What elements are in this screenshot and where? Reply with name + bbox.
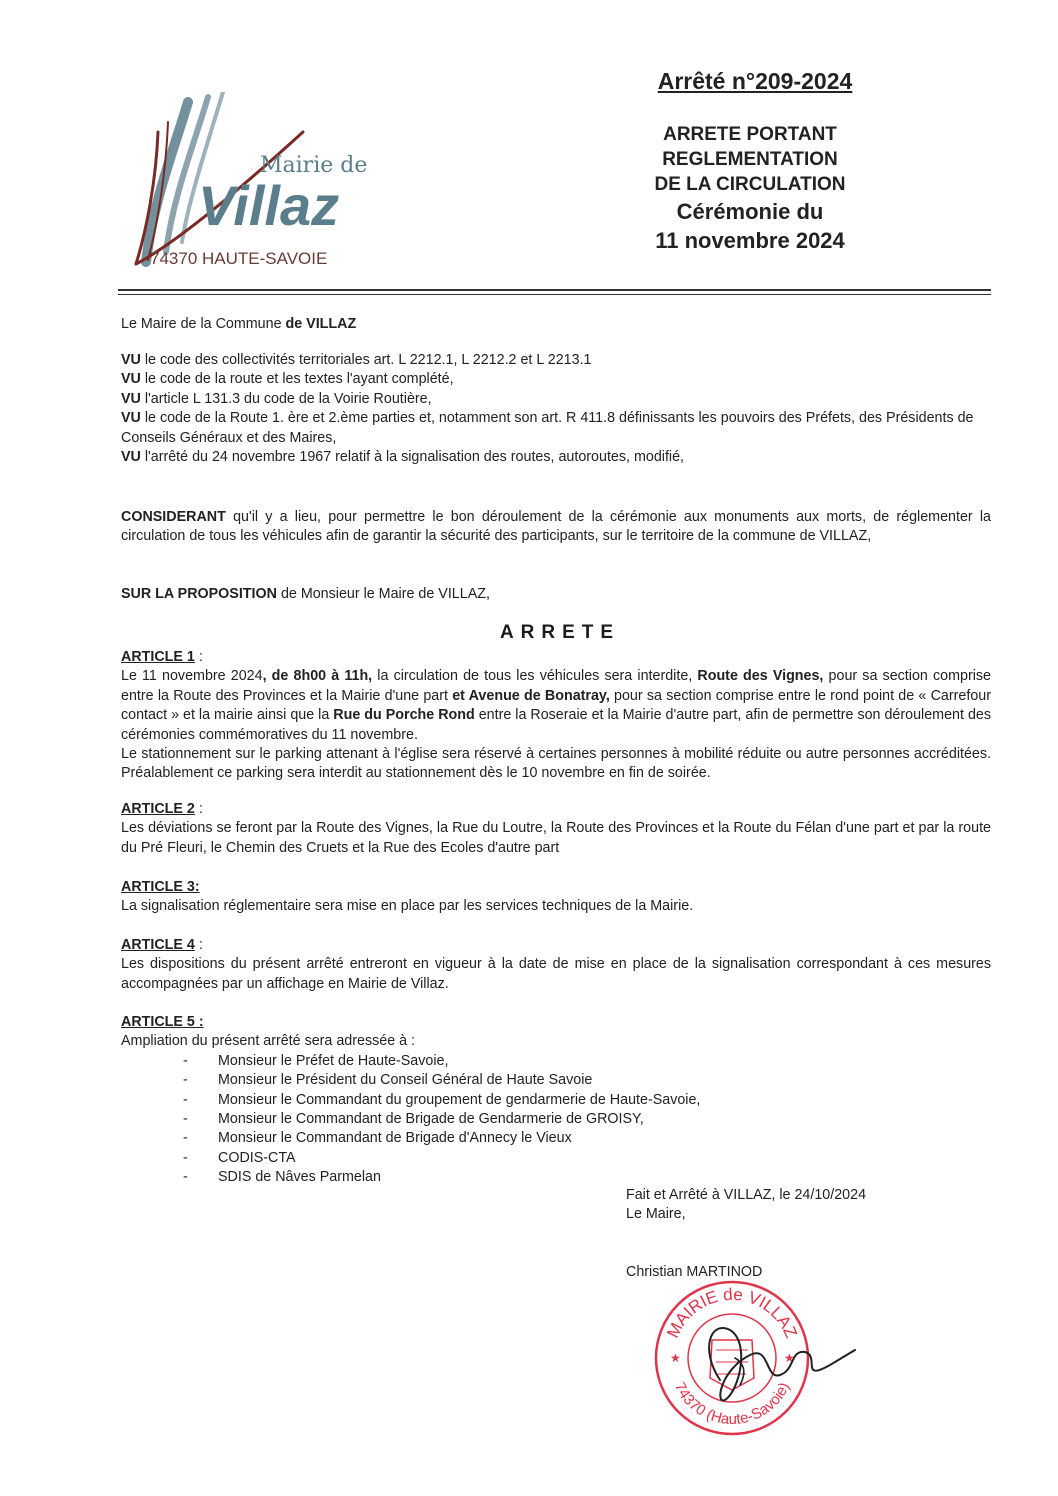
villaz-logo: [118, 92, 368, 277]
article-4: ARTICLE 4 : Les dispositions du présent arrêté entreront en vigueur à la date de mise en place de la signalisation correspondant à ces mesures accompagnées par un affichage en Mairie de Villaz.: [121, 936, 991, 994]
proposition-label: SUR LA PROPOSITION: [121, 586, 277, 602]
list-item: - CODIS-CTA: [183, 1149, 991, 1168]
article-heading: ARTICLE 5 :: [121, 1014, 204, 1030]
article-heading: ARTICLE 3:: [121, 879, 200, 895]
title-line: ARRETE PORTANT: [663, 124, 837, 145]
vu-line: VU le code de la Route 1. ère et 2.ème parties et, notamment son art. R 411.8 définissants les pouvoirs des Préfets, des Présidents de Conseils Généraux et des Maires,: [121, 410, 974, 446]
arrete-number: Arrêté n°209-2024: [657, 68, 853, 94]
article-1-text: Le 11 novembre 2024, de 8h00 à 11h, la circulation de tous les véhicules sera interdite, Route des Vignes, pour sa section comprise entre la Route des Provinces et la Mairie d'une part et Avenue de Bonatray, pour sa section comprise entre le rond point de « Carrefour contact » et la mairie ainsi que la Rue du Porche Rond entre la Roseraie et la Mairie d'autre part, afin de permettre son déroulement des cérémonies commémoratives du 11 novembre.: [121, 668, 991, 743]
arrete-heading: ARRETE: [499, 622, 621, 643]
intro-commune: de VILLAZ: [285, 316, 357, 332]
intro-prefix: Le Maire de la Commune: [121, 316, 286, 332]
list-item: - Monsieur le Préfet de Haute-Savoie,: [183, 1052, 991, 1071]
list-item: - Monsieur le Président du Conseil Général de Haute Savoie: [183, 1071, 991, 1090]
article-heading: ARTICLE 1: [121, 649, 195, 665]
article-4-text: Les dispositions du présent arrêté entreront en vigueur à la date de mise en place de la signalisation correspondant à ces mesures accompagnées par un affichage en Mairie de Villaz.: [121, 956, 991, 992]
title-line: REGLEMENTATION: [662, 149, 838, 170]
article-heading: ARTICLE 2: [121, 801, 195, 817]
article-2-text: Les déviations se feront par la Route des Vignes, la Rue du Loutre, la Route des Provinces et la Route du Félan d'une part et par la route du Pré Fleuri, le Chemin des Cruets et la Rue des Ecoles d'autre part: [121, 820, 991, 856]
handwritten-signature: [680, 1310, 860, 1420]
signature-block: [626, 1186, 926, 1282]
place-date: Fait et Arrêté à VILLAZ, le 24/10/2024: [626, 1187, 867, 1203]
vu-line: VU le code de la route et les textes l'ayant complété,: [121, 371, 454, 388]
stamp-text-bottom: 74370 (Haute-Savoie): [670, 1379, 794, 1429]
logo-line2: Villaz: [198, 174, 340, 237]
considerant-text: qu'il y a lieu, pour permettre le bon déroulement de la cérémonie aux monuments aux morts, de réglementer la circulation de tous les véhicules afin de garantir la sécurité des participants, sur le territoire de la commune de VILLAZ,: [121, 509, 991, 545]
signer-name: Christian MARTINOD: [626, 1263, 763, 1280]
considerant-paragraph: [121, 508, 991, 547]
article-3: [121, 878, 991, 917]
article-5-text: Ampliation du présent arrêté sera adressée à :: [121, 1033, 416, 1050]
logo-line3: 74370 HAUTE-SAVOIE: [150, 249, 328, 268]
article-3-text: La signalisation réglementaire sera mise en place par les services techniques de la Mairie.: [121, 898, 694, 915]
proposition-paragraph: [121, 585, 991, 604]
document-title: [600, 122, 900, 255]
article-2: ARTICLE 2 : Les déviations se feront par la Route des Vignes, la Rue du Loutre, la Route des Provinces et la Route du Félan d'une part et par la route du Pré Fleuri, le Chemin des Cruets et la Rue des Ecoles d'autre part: [121, 800, 991, 858]
signer-role: Le Maire,: [626, 1206, 686, 1223]
subtitle-line: Cérémonie du: [676, 199, 824, 224]
list-item: - Monsieur le Commandant du groupement de gendarmerie de Haute-Savoie,: [183, 1091, 991, 1110]
article-1: ARTICLE 1 : Le 11 novembre 2024, de 8h00 à 11h, la circulation de tous les véhicules sera interdite, Route des Vignes, pour sa section comprise entre la Route des Provinces et la Mairie d'une part et Avenue de Bonatray, pour sa section comprise entre le rond point de « Carrefour contact » et la mairie ainsi que la Rue du Porche Rond entre la Roseraie et la Mairie d'autre part, afin de permettre son déroulement des cérémonies commémoratives du 11 novembre. Le stationnement sur le parking attenant à l'église sera réservé à certaines personnes à mobilité réduite ou autre personnes accréditées. Préalablement ce parking sera interdit au stationnement dès le 10 novembre en fin de soirée.: [121, 648, 991, 784]
title-line: DE LA CIRCULATION: [654, 174, 846, 195]
subtitle-line: 11 novembre 2024: [655, 228, 845, 253]
logo-graphic: [118, 92, 368, 277]
vu-line: VU le code des collectivités territoriales art. L 2212.1, L 2212.2 et L 2213.1: [121, 352, 592, 368]
logo-line1: Mairie de: [260, 153, 368, 178]
intro-line: [121, 315, 991, 334]
article-1-parking: Le stationnement sur le parking attenant à l'église sera réservé à certaines personnes à mobilité réduite ou autre personnes accréditées. Préalablement ce parking sera interdit au stationnement dès le 10 novembre en fin de soirée.: [121, 746, 991, 782]
list-item: - Monsieur le Commandant de Brigade de Gendarmerie de GROISY,: [183, 1110, 991, 1129]
recipient-list: [183, 1052, 991, 1188]
svg-text:★: ★: [784, 1351, 795, 1365]
vu-line: VU l'article L 131.3 du code de la Voirie Routière,: [121, 390, 432, 407]
svg-text:★: ★: [670, 1351, 681, 1365]
list-item: - Monsieur le Commandant de Brigade d'Annecy le Vieux: [183, 1129, 991, 1148]
article-5: [121, 1013, 991, 1188]
list-item: - SDIS de Nâves Parmelan: [183, 1168, 991, 1187]
considerant-label: CONSIDERANT: [121, 509, 226, 525]
header-divider: [118, 294, 991, 295]
proposition-text: de Monsieur le Maire de VILLAZ,: [276, 586, 490, 602]
article-heading: ARTICLE 4: [121, 937, 195, 953]
stamp-text-top: MAIRIE de VILLAZ: [663, 1284, 801, 1341]
vu-list: [121, 351, 991, 467]
header-divider: [118, 289, 991, 291]
vu-line: VU l'arrêté du 24 novembre 1967 relatif à la signalisation des routes, autoroutes, modifié,: [121, 449, 685, 466]
